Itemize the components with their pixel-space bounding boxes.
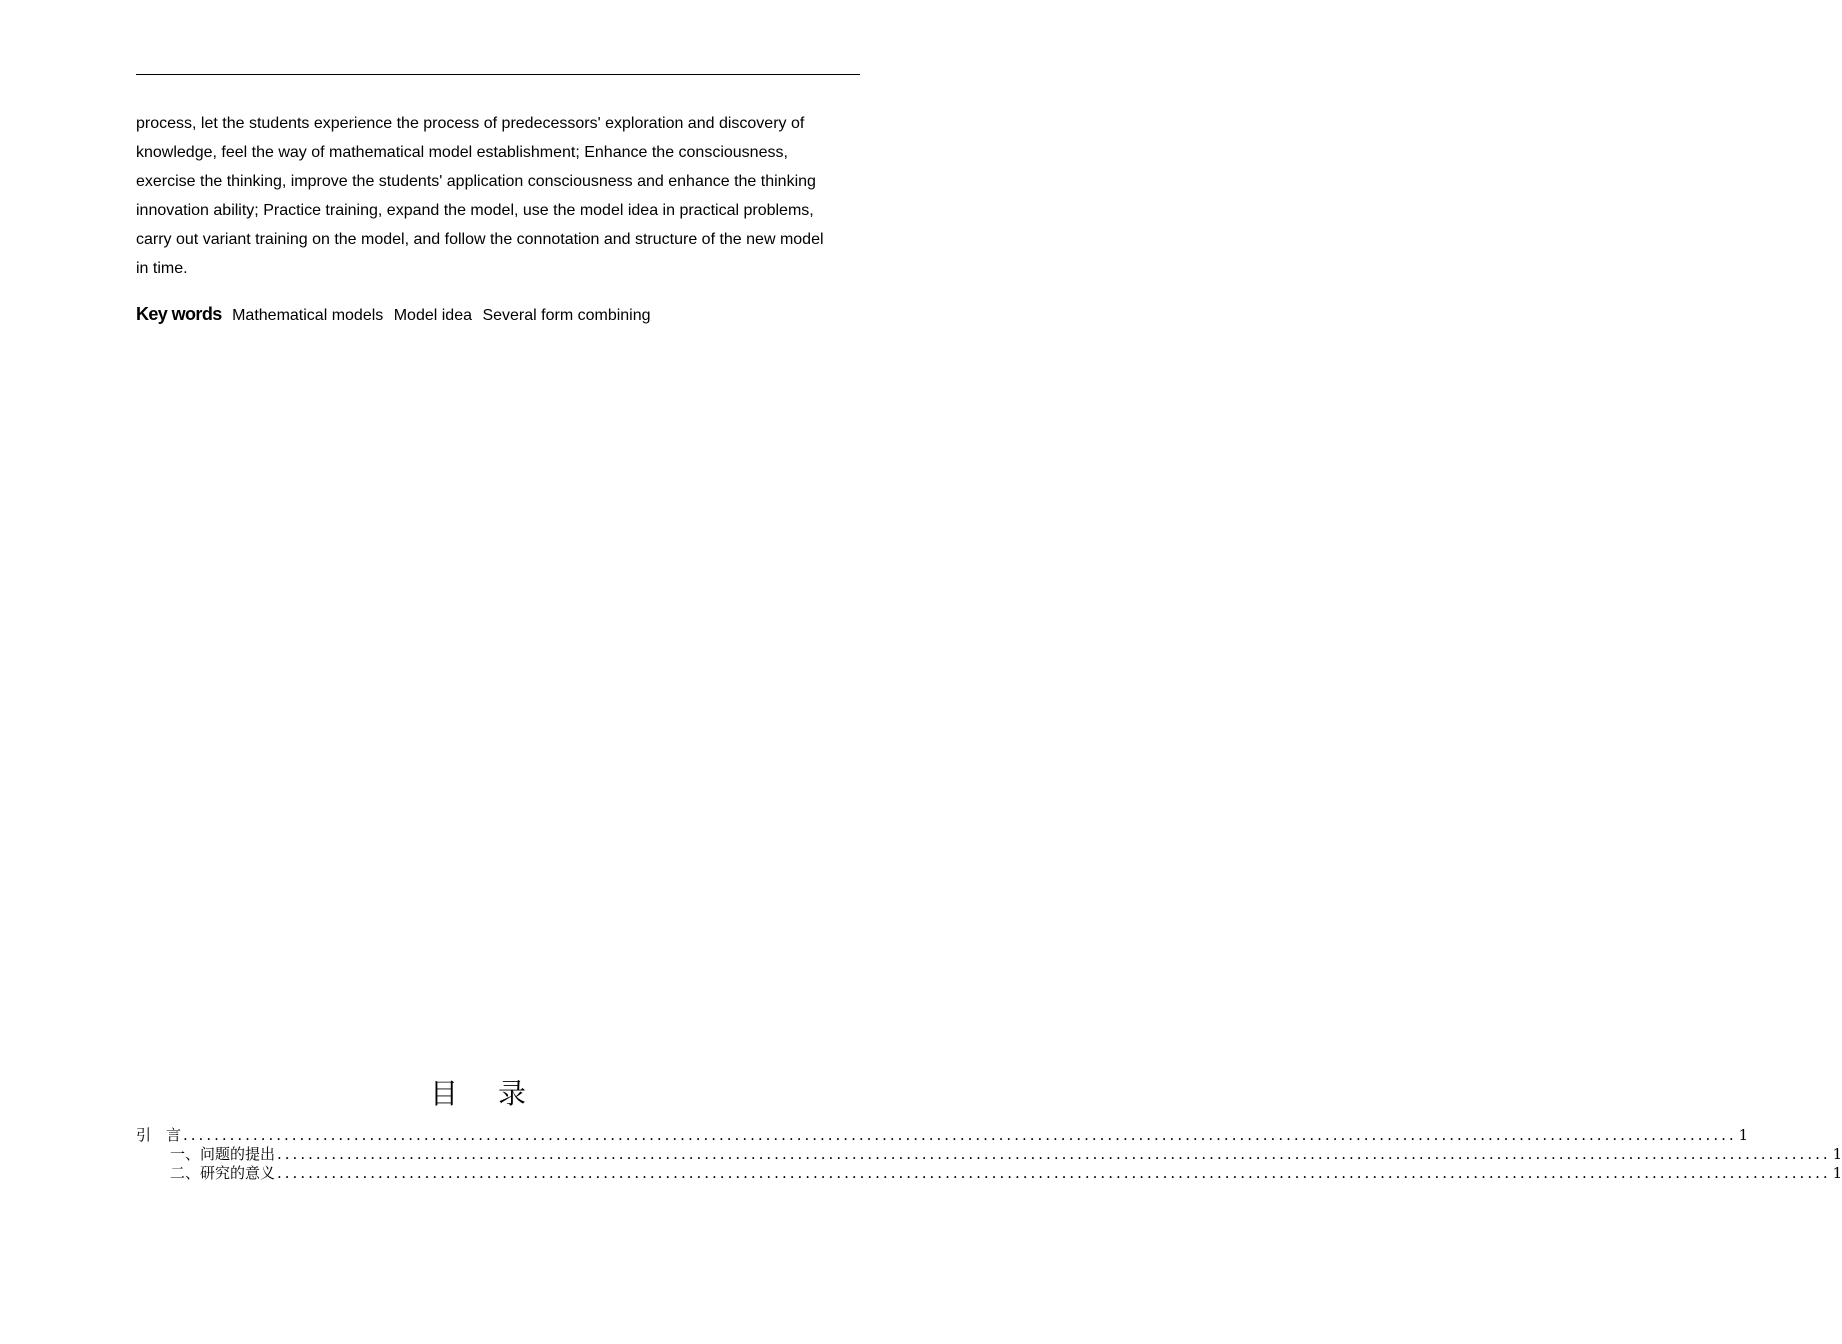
abstract-body [136,109,860,283]
abstract-line: in time. [136,260,188,277]
toc-entry-text: 引 言 [136,1126,182,1144]
abstract-line: process, let the students experience the process of predecessors' exploration and discovery of [136,115,805,132]
toc-entry[interactable] [136,1145,1842,1164]
toc-page-number: 1 [1738,1126,1749,1144]
keywords-label: Key words [136,304,222,324]
toc-entry[interactable] [136,1126,1749,1145]
toc-entry-text: 一、问题的提出 [170,1145,276,1163]
abstract-line: carry out variant training on the model, and follow the connotation and structure of the new model [136,231,824,248]
toc-entry[interactable] [136,1164,1842,1183]
toc-leader-dots: ........................................................................................................................................................................................................ [277,1164,1831,1182]
keywords-line [136,304,657,325]
toc-page-number: 1 [1832,1164,1842,1182]
toc-title: 目录 [429,1077,566,1110]
toc-leader-dots: ........................................................................................................................................................................................................ [183,1126,1737,1144]
toc-page-number: 1 [1832,1145,1842,1163]
keyword: Several form combining [482,307,651,324]
toc-entry-text: 二、研究的意义 [170,1164,276,1182]
keyword: Mathematical models [232,307,384,324]
abstract-line: innovation ability; Practice training, expand the model, use the model idea in practical problems, [136,202,814,219]
abstract-line: exercise the thinking, improve the students' application consciousness and enhance the thinking [136,173,816,190]
keyword: Model idea [393,307,472,324]
header-rule [136,74,860,75]
toc-leader-dots: ........................................................................................................................................................................................................ [277,1145,1831,1163]
table-of-contents [136,1126,1842,1183]
abstract-line: knowledge, feel the way of mathematical model establishment; Enhance the consciousness, [136,144,788,161]
